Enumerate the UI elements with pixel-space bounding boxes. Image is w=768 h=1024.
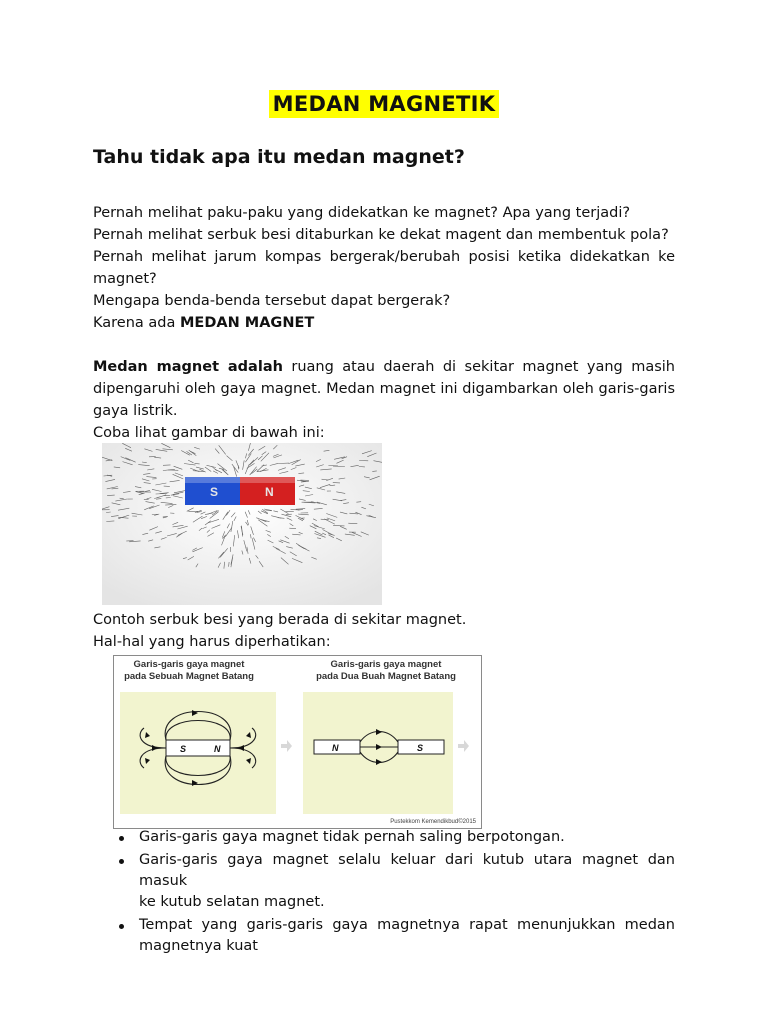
iron-filings-photo: [102, 443, 382, 605]
bullet-2-line-1: Garis-garis gaya magnet selalu keluar dari kutub utara magnet dan masuk: [139, 852, 675, 889]
right-diagram-title-2: pada Dua Buah Magnet Batang: [316, 671, 456, 682]
magnet-letter-s: S: [210, 485, 219, 499]
page-title: MEDAN MAGNETIK: [269, 90, 500, 118]
definition-line-3: gaya listrik.: [93, 403, 178, 419]
title-wrapper: [0, 90, 768, 118]
field-lines-diagram: [113, 655, 482, 829]
right-panel: [303, 692, 469, 814]
left-diagram-title-2: pada Sebuah Magnet Batang: [124, 671, 254, 682]
photo-caption: Contoh serbuk besi yang berada di sekitar magnet.: [93, 612, 467, 628]
left-pole-n: N: [214, 744, 221, 754]
bullet-dot: [119, 859, 124, 864]
intro-line-5: Mengapa benda-benda tersebut dapat bergerak?: [93, 293, 451, 309]
bullet-3-line-2: magnetnya kuat: [139, 938, 258, 954]
definition-rest: ruang atau daerah di sekitar magnet yang masih: [282, 359, 675, 375]
bullet-1-line-1: Garis-garis gaya magnet tidak pernah saling berpotongan.: [139, 829, 565, 845]
bullet-item-1: [93, 827, 675, 848]
intro-line-3: Pernah melihat jarum kompas bergerak/berubah posisi ketika didekatkan ke: [93, 249, 675, 265]
coba-line: Coba lihat gambar di bawah ini:: [93, 425, 325, 441]
bar-magnet: [185, 477, 295, 505]
right-pole-n: N: [332, 743, 339, 753]
definition-line-1: [93, 356, 675, 379]
right-diagram-title-1: Garis-garis gaya magnet: [330, 659, 442, 670]
definition-line-2: dipengaruhi oleh gaya magnet. Medan magnet ini digambarkan oleh garis-garis: [93, 381, 675, 397]
intro-line-2: Pernah melihat serbuk besi ditaburkan ke dekat magent dan membentuk pola?: [93, 227, 669, 243]
bullet-item-2: [93, 850, 675, 913]
bullet-dot: [119, 924, 124, 929]
bullet-list: [93, 827, 675, 957]
intro-line-1: Pernah melihat paku-paku yang didekatkan ke magnet? Apa yang terjadi?: [93, 205, 631, 221]
bullet-3-line-1: Tempat yang garis-garis gaya magnetnya rapat menunjukkan medan: [139, 917, 675, 933]
left-panel: [120, 692, 292, 814]
magnet-letter-n: N: [265, 485, 274, 499]
karena-bold: MEDAN MAGNET: [179, 315, 315, 331]
left-diagram-title-1: Garis-garis gaya magnet: [133, 659, 245, 670]
left-pole-s: S: [180, 744, 187, 754]
subtitle-question: Tahu tidak apa itu medan magnet?: [93, 146, 465, 168]
karena-line: [93, 312, 675, 335]
bullet-item-3: [93, 915, 675, 957]
bullet-dot: [119, 836, 124, 841]
figure-credit: Pustekkom Kemendikbud©2015: [390, 819, 476, 825]
karena-prefix: Karena ada: [93, 315, 180, 331]
right-pole-s: S: [417, 743, 424, 753]
definition-bold: Medan magnet adalah: [93, 359, 283, 375]
intro-line-4: magnet?: [93, 271, 157, 287]
bullet-2-line-2: ke kutub selatan magnet.: [139, 894, 325, 910]
hal-hal-line: Hal-hal yang harus diperhatikan:: [93, 634, 331, 650]
